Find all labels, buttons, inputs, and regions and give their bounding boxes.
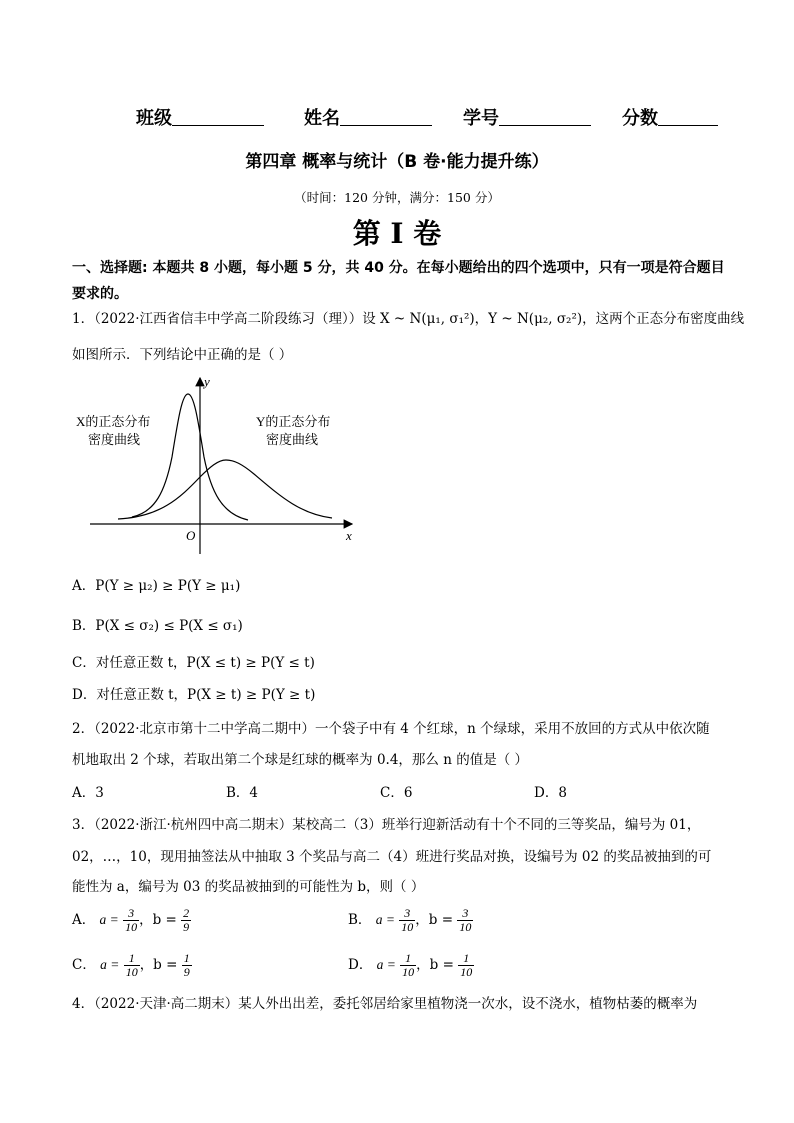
x-curve-label-2: 密度曲线 bbox=[88, 432, 141, 447]
name-field bbox=[304, 104, 432, 130]
y-curve-label-2: 密度曲线 bbox=[266, 432, 319, 447]
class-blank bbox=[172, 107, 264, 126]
name-blank bbox=[340, 107, 432, 126]
q3-stem-line3: 能性为 a，编号为 03 的奖品被抽到的可能性为 b，则（ ） bbox=[72, 879, 425, 895]
x-curve-label: X的正态分布 bbox=[76, 414, 151, 429]
y-axis-label: y bbox=[204, 374, 210, 389]
score-label: 分数 bbox=[622, 108, 658, 129]
q3-stem-line2: 02，…，10，现用抽签法从中抽取 3 个奖品与高二（4）班进行奖品对换，设编号为 02 的奖品被抽到的可 bbox=[72, 849, 712, 865]
origin-label: O bbox=[186, 528, 196, 543]
q1-stem-line2: 如图所示．下列结论中正确的是（ ） bbox=[72, 347, 293, 363]
q2-stem-line2: 机地取出 2 个球，若取出第二个球是红球的概率为 0.4，那么 n 的值是（ ） bbox=[72, 752, 528, 768]
page-title: 第四章 概率与统计（B 卷·能力提升练） bbox=[245, 152, 549, 172]
q3-option-b: B． a = $\frac{3}{10}$ ，b = $\frac{3}{10}$ bbox=[348, 906, 472, 934]
student-id-field bbox=[463, 104, 591, 130]
q2-option-d: D．8 bbox=[534, 785, 567, 801]
x-axis-label: x bbox=[346, 528, 352, 543]
class-label: 班级 bbox=[136, 108, 172, 129]
q1-option-c: C．对任意正数 t，P(X ≤ t) ≥ P(Y ≤ t) bbox=[72, 655, 315, 671]
q1-option-d: D．对任意正数 t，P(X ≥ t) ≥ P(Y ≥ t) bbox=[72, 687, 316, 703]
student-id-label: 学号 bbox=[463, 108, 499, 129]
q4-stem-line1: 4．（2022·天津·高二期末）某人外出出差，委托邻居给家里植物浇一次水，设不浇水，植物枯萎的概率为 bbox=[72, 996, 698, 1012]
class-field bbox=[136, 104, 264, 130]
q3-option-d: D． a = $\frac{1}{10}$ ，b = $\frac{1}{10}$ bbox=[348, 951, 473, 979]
q3-option-c: C． a = $\frac{1}{10}$ ，b = $\frac{1}{9}$ bbox=[72, 951, 190, 979]
q2-option-a: A．3 bbox=[72, 785, 104, 801]
normal-curves-figure bbox=[70, 372, 370, 560]
exam-time-info: （时间：120 分钟，满分：150 分） bbox=[294, 190, 500, 205]
student-id-blank bbox=[499, 107, 591, 126]
score-field bbox=[622, 104, 718, 130]
volume-heading: 第 I 卷 bbox=[352, 217, 442, 250]
y-density-curve bbox=[118, 460, 332, 519]
q2-option-c: C．6 bbox=[380, 785, 413, 801]
q2-option-b: B．4 bbox=[226, 785, 259, 801]
x-density-curve bbox=[132, 394, 248, 520]
q3-stem-line1: 3．（2022·浙江·杭州四中高二期末）某校高二（3）班举行迎新活动有十个不同的三等奖品，编号为 01， bbox=[72, 817, 701, 833]
name-label: 姓名 bbox=[304, 108, 340, 129]
q1-option-b: B．P(X ≤ σ₂) ≤ P(X ≤ σ₁) bbox=[72, 618, 243, 634]
y-curve-label: Y的正态分布 bbox=[256, 414, 331, 429]
q1-option-a: A．P(Y ≥ μ₂) ≥ P(Y ≥ μ₁) bbox=[72, 578, 241, 594]
section-instructions: 一、选择题: 本题共 8 小题，每小题 5 分，共 40 分。在每小题给出的四个选项中，只有一项是符合题目要求的。 bbox=[72, 260, 725, 302]
score-blank bbox=[658, 107, 718, 126]
q2-stem-line1: 2．（2022·北京市第十二中学高二期中）一个袋子中有 4 个红球，n 个绿球，采用不放回的方式从中依次随 bbox=[72, 721, 710, 737]
q3-option-a: A． a = $\frac{3}{10}$ ，b = $\frac{2}{9}$ bbox=[72, 906, 190, 934]
q1-stem-line1: 1．（2022·江西省信丰中学高二阶段练习（理））设 X ~ N(μ₁, σ₁²)，Y ~ N(μ₂, σ₂²)，这两个正态分布密度曲线 bbox=[72, 311, 745, 327]
